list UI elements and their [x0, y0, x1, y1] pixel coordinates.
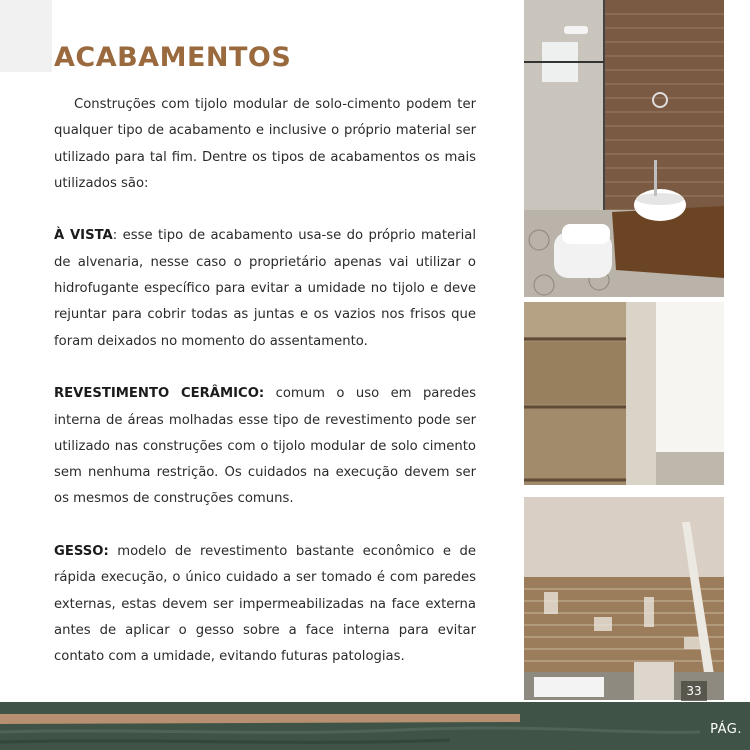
page-label: PÁG. [710, 722, 742, 737]
page-number: 33 [681, 681, 707, 701]
section-text: : esse tipo de acabamento usa-se do próprio material de alvenaria, nesse caso o proprietário apenas vai utilizar o hidrofugante específico para evitar a umidade no tijolo e deve rejuntar para cobrir todas as juntas e os vazios nos frisos que foram deixados no momento do assentamento. [54, 228, 476, 349]
section-term: GESSO: [54, 544, 109, 560]
section-a-vista [54, 223, 476, 354]
section-text: comum o uso em paredes interna de áreas molhadas esse tipo de revestimento pode ser utilizado nas construções com o tijolo modular de solo cimento sem nenhuma restrição. Os cuidados na execução devem ser os mesmos de construções comuns. [54, 386, 476, 507]
bathroom-photo [524, 0, 724, 297]
section-term: REVESTIMENTO CERÂMICO: [54, 386, 265, 402]
section-text: modelo de revestimento bastante econômico e de rápida execução, o único cuidado a ser tomado é com paredes externas, estas devem ser impermeabilizadas na face externa antes de aplicar o gesso sobre a face interna para evitar contato com a umidade, evitando futuras patologias. [54, 544, 476, 665]
body-text [54, 92, 476, 671]
plaster-wall-photo [524, 497, 724, 700]
corner-tab [0, 0, 52, 72]
section-gesso [54, 539, 476, 670]
brick-wall-photo [524, 302, 724, 485]
section-term: À VISTA [54, 228, 113, 244]
page-title: ACABAMENTOS [54, 42, 292, 73]
footer-band [0, 702, 750, 750]
section-revestimento-ceramico [54, 381, 476, 512]
intro-paragraph: Construções com tijolo modular de solo-cimento podem ter qualquer tipo de acabamento e inclusive o próprio material ser utilizado para tal fim. Dentre os tipos de acabamentos os mais utilizados são: [54, 97, 476, 191]
